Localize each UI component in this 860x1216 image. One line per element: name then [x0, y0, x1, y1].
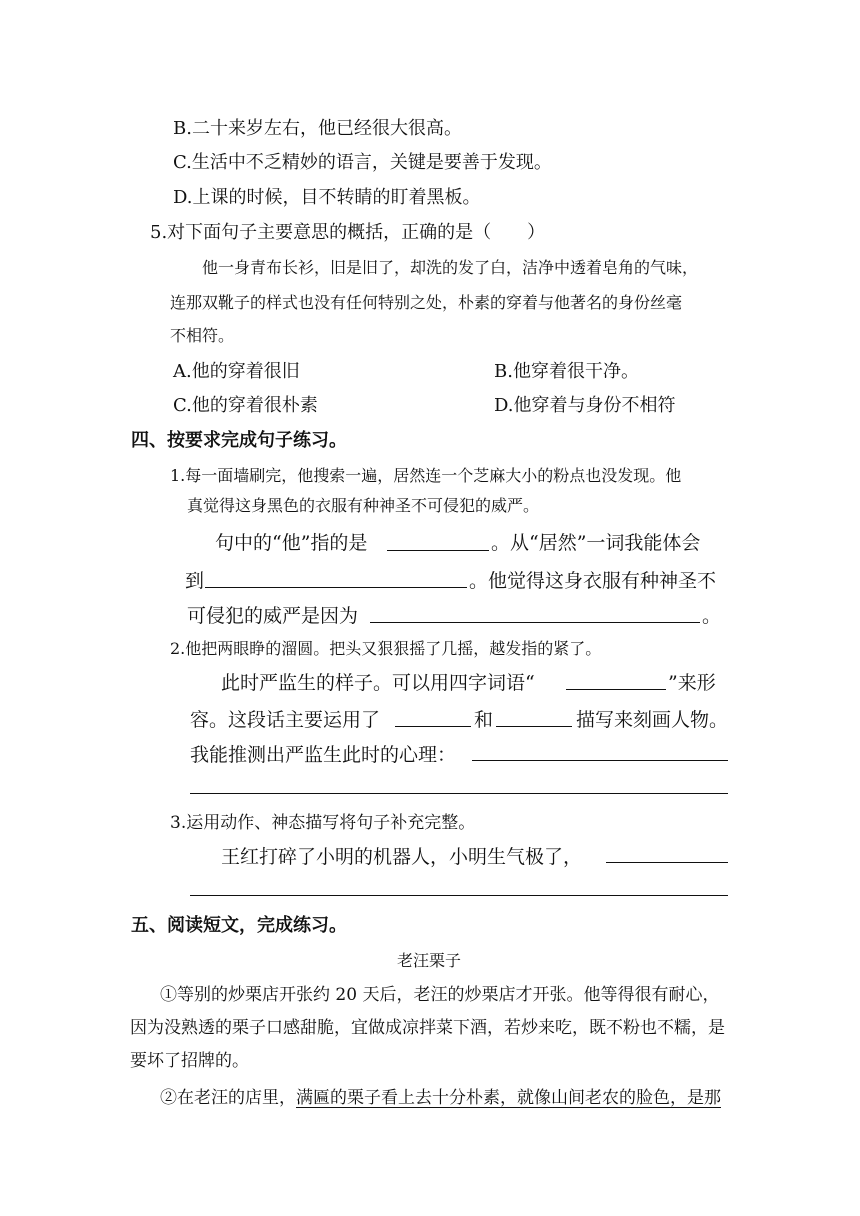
s4-q1-answer-prompt1: 句中的“他”指的是 [215, 532, 368, 554]
s4-q2-answer-prompt6: 我能推测出严监生此时的心理： [190, 744, 457, 766]
section5-heading: 五、阅读短文，完成练习。 [131, 915, 347, 936]
s4-q1-line2: 真觉得这身黑色的衣服有种神圣不可侵犯的威严。 [187, 496, 540, 515]
s4-q1-answer-prompt6: 。 [702, 605, 722, 627]
section4-heading: 四、按要求完成句子练习。 [131, 430, 347, 451]
s4-q3-blank1[interactable] [606, 862, 728, 863]
s4-q2-blank5[interactable] [190, 793, 728, 794]
s4-q1-blank1[interactable] [387, 550, 489, 551]
s4-q1-answer-prompt5: 可侵犯的威严是因为 [187, 605, 359, 627]
s4-q2-answer-prompt1: 此时严监生的样子。可以用四字词语“ [221, 672, 535, 694]
q5-option-c: C.他的穿着很朴素 [173, 395, 318, 416]
s4-q2-answer-prompt4: 和 [474, 709, 494, 731]
passage-p1-line1: ①等别的炒栗店开张约 20 天后，老汪的炒栗店才开张。他等得很有耐心， [160, 985, 720, 1005]
s4-q2-blank2[interactable] [395, 726, 471, 727]
s4-q1-answer-prompt2: 。从“居然”一词我能体会 [491, 532, 701, 554]
q5-passage-line3: 不相符。 [170, 326, 235, 345]
s4-q1-answer-prompt4: 。他觉得这身衣服有种神圣不 [469, 570, 717, 592]
s4-q2-blank1[interactable] [566, 689, 666, 690]
s4-q2-answer-prompt3: 容。这段话主要运用了 [190, 709, 381, 731]
q4-option-b: B.二十来岁左右，他已经很大很高。 [173, 118, 462, 139]
q5-passage-line1: 他一身青布长衫，旧是旧了，却洗的发了白，洁净中透着皂角的气味， [202, 258, 699, 277]
q5-passage-line2: 连那双靴子的样式也没有任何特别之处，朴素的穿着与他著名的身份丝毫 [170, 293, 683, 312]
q4-option-d: D.上课的时候，目不转睛的盯着黑板。 [173, 187, 481, 208]
s4-q3-answer-prompt1: 王红打碎了小明的机器人，小明生气极了， [221, 846, 583, 868]
s4-q1-line1: 1.每一面墙刷完，他搜索一遍，居然连一个芝麻大小的粉点也没发现。他 [170, 466, 682, 485]
passage-p1-line2: 因为没熟透的栗子口感甜脆，宜做成凉拌菜下酒，若炒来吃，既不粉也不糯，是 [130, 1018, 725, 1038]
s4-q2-line1: 2.他把两眼睁的溜圆。把头又狠狠摇了几摇，越发指的紧了。 [170, 639, 602, 658]
s4-q3-line1: 3.运用动作、神态描写将句子补充完整。 [170, 813, 476, 833]
passage-p2-line1 [160, 1083, 721, 1108]
s4-q2-answer-prompt2: ”来形 [668, 672, 716, 694]
q5-option-b: B.他穿着很干净。 [494, 361, 639, 382]
q5-stem: 5.对下面句子主要意思的概括，正确的是（ ） [150, 222, 546, 243]
s4-q2-blank4[interactable] [472, 760, 728, 761]
passage-title: 老汪栗子 [397, 951, 462, 970]
q5-option-d: D.他穿着与身份不相符 [494, 395, 676, 416]
s4-q1-answer-prompt3: 到 [185, 570, 205, 592]
q4-option-c: C.生活中不乏精妙的语言，关键是要善于发现。 [173, 152, 552, 173]
s4-q1-blank2[interactable] [205, 587, 467, 588]
passage-p2-underlined: 满匾的栗子看上去十分朴素，就像山间老农的脸色，是那 [296, 1088, 721, 1108]
passage-p2-text: ②在老汪的店里， [160, 1088, 296, 1108]
s4-q2-answer-prompt5: 描写来刻画人物。 [576, 709, 729, 731]
s4-q2-blank3[interactable] [496, 726, 572, 727]
s4-q3-blank2[interactable] [190, 895, 728, 896]
q5-option-a: A.他的穿着很旧 [173, 361, 300, 382]
passage-p1-line3: 要坏了招牌的。 [130, 1051, 249, 1071]
s4-q1-blank3[interactable] [370, 622, 700, 623]
